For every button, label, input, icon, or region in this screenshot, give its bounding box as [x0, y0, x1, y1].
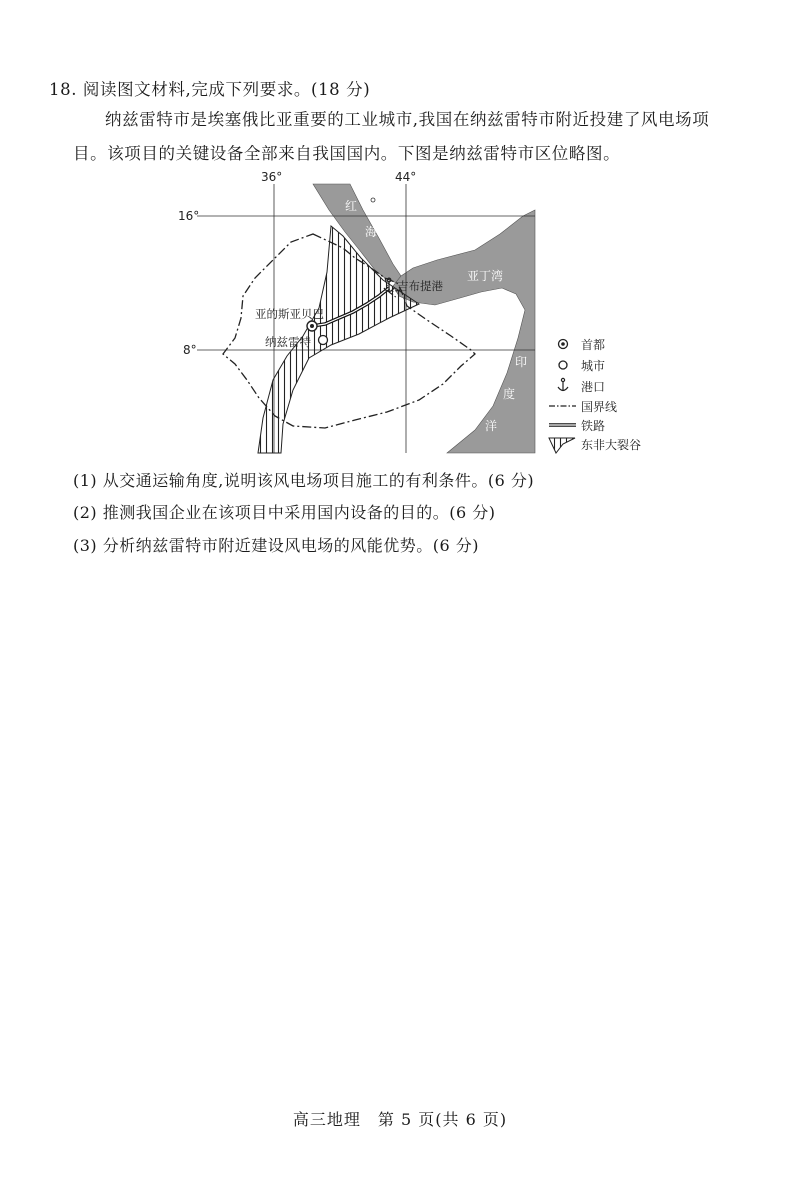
- city-symbol: [559, 361, 567, 369]
- lon-label-44: 44°: [395, 170, 417, 184]
- lat-label-8: 8°: [183, 343, 197, 357]
- intro-line-2: 目。该项目的关键设备全部来自我国国内。下图是纳兹雷特市区位略图。: [73, 144, 621, 163]
- gulf-label: 亚丁湾: [467, 269, 504, 283]
- ocean-label-2: 度: [503, 387, 516, 401]
- sub-question-3: (3) 分析纳兹雷特市附近建设风电场的风能优势。(6 分): [73, 536, 480, 555]
- location-map: [175, 168, 655, 458]
- legend-label-port: 港口: [581, 380, 606, 394]
- gulf-ocean-area: [393, 210, 535, 453]
- intro-line-1: 纳兹雷特市是埃塞俄比亚重要的工业城市,我国在纳兹雷特市附近投建了风电场项: [105, 110, 710, 129]
- island-dot: [371, 198, 375, 202]
- sub-question-2: (2) 推测我国企业在该项目中采用国内设备的目的。(6 分): [73, 503, 496, 522]
- question-title: 18. 阅读图文材料,完成下列要求。(18 分): [49, 80, 371, 99]
- red-sea-label-2: 海: [365, 225, 378, 239]
- capital-marker-dot: [310, 324, 314, 328]
- legend-label-city: 城市: [581, 359, 606, 373]
- red-sea-label-1: 红: [345, 199, 358, 213]
- legend-label-rift: 东非大裂谷: [581, 438, 642, 452]
- page-footer: 高三地理 第 5 页(共 6 页): [292, 1110, 508, 1129]
- lon-label-36: 36°: [261, 170, 283, 184]
- map-legend: [549, 337, 641, 453]
- legend-label-border: 国界线: [581, 400, 618, 414]
- city-label: 纳兹雷特: [265, 335, 311, 349]
- capital-symbol-dot: [561, 342, 565, 346]
- ocean-label-3: 洋: [485, 419, 498, 433]
- city-marker: [319, 336, 328, 345]
- rift-symbol: [549, 438, 575, 453]
- port-label: 吉布提港: [397, 279, 443, 293]
- port-symbol: [558, 378, 568, 391]
- lat-label-16: 16°: [178, 209, 200, 223]
- legend-label-capital: 首都: [581, 338, 606, 352]
- legend-label-railway: 铁路: [581, 419, 606, 433]
- capital-label: 亚的斯亚贝巴: [255, 307, 324, 321]
- sub-question-1: (1) 从交通运输角度,说明该风电场项目施工的有利条件。(6 分): [73, 471, 535, 490]
- ocean-label-1: 印: [515, 355, 528, 369]
